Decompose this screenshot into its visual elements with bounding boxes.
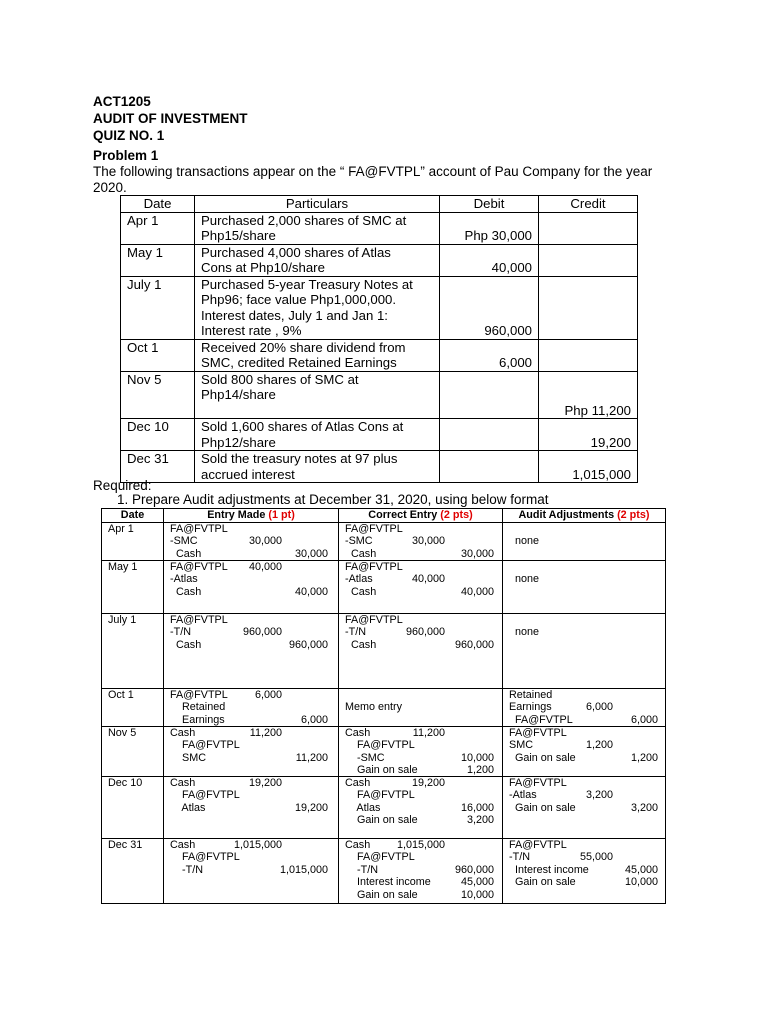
particulars-line: Php12/share (201, 434, 276, 450)
entry-amount: 40,000 (460, 585, 494, 598)
date-cell: May 1 (102, 561, 164, 614)
debit-cell: 40,000 (440, 244, 539, 276)
entry-account: none (509, 626, 540, 639)
entry-amount: 40,000 (411, 573, 445, 586)
entry-account: none (509, 573, 540, 586)
points-label: (2 pts) (440, 509, 473, 521)
date-cell: Apr 1 (102, 523, 164, 561)
entry-account: Gain on sale (509, 876, 576, 889)
date-cell: Apr 1 (121, 212, 195, 244)
date-cell: Dec 10 (121, 419, 195, 451)
correct-cell (339, 839, 503, 904)
column-header-correct (339, 509, 503, 523)
entry-amount: 10,000 (624, 876, 658, 889)
particulars-cell (195, 339, 440, 371)
entry-account: FA@FVTPL (509, 713, 573, 726)
column-header: Date (121, 196, 195, 213)
entry-account: SMC (170, 751, 206, 764)
entry-account: Cash (170, 727, 196, 739)
entry-amount: 40,000 (294, 585, 328, 598)
correct-cell (339, 614, 503, 689)
particulars-line: Received 20% share dividend from (201, 339, 406, 355)
entry-account: FA@FVTPL (170, 523, 228, 535)
entry-amount: 1,015,000 (279, 863, 328, 876)
adjustments-table (101, 508, 666, 904)
column-header-label: Entry Made (207, 509, 269, 521)
particulars-cell (195, 419, 440, 451)
debit-cell (440, 451, 539, 483)
particulars-cell (195, 371, 440, 419)
entry-amount: 45,000 (624, 863, 658, 876)
particulars-cell (195, 276, 440, 339)
particulars-line: Php96; face value Php1,000,000. (201, 292, 397, 307)
correct-cell (339, 689, 503, 727)
entry-account: FA@FVTPL (509, 777, 567, 789)
quiz-number: QUIZ NO. 1 (93, 128, 165, 143)
entry-account: Atlas (345, 801, 381, 814)
entry-account: -T/N (170, 626, 191, 639)
table-row (102, 727, 666, 777)
entry-account: Gain on sale (509, 801, 576, 814)
table-row (121, 339, 638, 371)
entry-account: Interest income (509, 863, 589, 876)
correct-cell (339, 777, 503, 839)
date-cell: Oct 1 (121, 339, 195, 371)
particulars-line: Sold 1,600 shares of Atlas Cons at (201, 419, 404, 434)
entry-amount: 11,200 (412, 727, 445, 739)
table-row (121, 212, 638, 244)
entry-cell (164, 777, 339, 839)
debit-cell: 6,000 (440, 339, 539, 371)
entry-amount: 3,200 (466, 814, 494, 827)
date-cell: Oct 1 (102, 689, 164, 727)
column-header-label: Audit Adjustments (518, 509, 618, 521)
entry-account: Cash (170, 777, 196, 789)
particulars-line: accrued interest (201, 466, 295, 482)
entry-amount: 19,200 (248, 777, 282, 789)
entry-account: -SMC (345, 751, 385, 764)
entry-amount: 30,000 (248, 535, 282, 548)
entry-amount: 30,000 (460, 547, 494, 560)
date-cell: Dec 31 (121, 451, 195, 483)
entry-amount: 1,015,000 (233, 839, 282, 851)
particulars-line: Cons at Php10/share (201, 260, 325, 275)
entry-account: FA@FVTPL (170, 851, 240, 864)
credit-cell: 1,015,000 (539, 451, 638, 483)
entry-amount: 960,000 (288, 638, 328, 651)
debit-cell (440, 419, 539, 451)
entry-account: FA@FVTPL (345, 561, 403, 573)
transactions-table (120, 195, 638, 483)
document-title: AUDIT OF INVESTMENT (93, 111, 248, 126)
points-label: (1 pt) (268, 509, 295, 521)
table-header-row (102, 509, 666, 523)
entry-account: -T/N (345, 863, 378, 876)
audit-cell (503, 777, 666, 839)
entry-amount: 40,000 (248, 561, 282, 573)
entry-account: -Atlas (170, 573, 198, 586)
entry-cell (164, 727, 339, 777)
particulars-cell (195, 212, 440, 244)
date-cell: July 1 (102, 614, 164, 689)
entry-account: Cash (170, 585, 202, 598)
entry-account: -SMC (170, 535, 198, 548)
entry-amount: 55,000 (579, 851, 613, 864)
entry-amount: 30,000 (411, 535, 445, 548)
entry-account: Cash (345, 839, 371, 851)
entry-account: Cash (345, 547, 377, 560)
entry-account: Gain on sale (509, 751, 576, 764)
audit-cell (503, 689, 666, 727)
table-row (102, 777, 666, 839)
column-header: Particulars (195, 196, 440, 213)
particulars-line: Php14/share (201, 387, 276, 402)
entry-account: Cash (345, 727, 371, 739)
entry-account: none (509, 535, 540, 548)
problem-intro: The following transactions appear on the “ FA@FVTPL” account of Pau Company for the year 2020. (93, 164, 653, 195)
entry-account: Gain on sale (345, 888, 418, 901)
entry-account: FA@FVTPL (509, 839, 567, 851)
entry-amount: 10,000 (460, 888, 494, 901)
entry-amount: 960,000 (405, 626, 445, 639)
entry-account: FA@FVTPL (345, 789, 415, 802)
table-row (121, 276, 638, 339)
entry-account: FA@FVTPL (170, 614, 228, 626)
particulars-line: Interest dates, July 1 and Jan 1: (201, 307, 388, 323)
table-row (102, 839, 666, 904)
entry-cell (164, 689, 339, 727)
entry-account: Cash (345, 777, 371, 789)
entry-account: FA@FVTPL (345, 523, 403, 535)
audit-cell (503, 614, 666, 689)
entry-account: -T/N (170, 863, 203, 876)
table-row (102, 561, 666, 614)
entry-account: -T/N (509, 851, 530, 864)
column-header: Credit (539, 196, 638, 213)
entry-amount: 1,200 (585, 739, 613, 752)
particulars-line: Interest rate , 9% (201, 323, 302, 338)
date-cell: May 1 (121, 244, 195, 276)
entry-amount: 960,000 (454, 638, 494, 651)
entry-amount: 6,000 (254, 689, 282, 701)
particulars-line: Sold the treasury notes at 97 plus (201, 451, 398, 466)
problem-label: Problem 1 (93, 148, 159, 163)
entry-account: FA@FVTPL (345, 851, 415, 864)
audit-cell (503, 561, 666, 614)
audit-cell (503, 523, 666, 561)
credit-cell (539, 276, 638, 339)
entry-cell (164, 839, 339, 904)
entry-amount: 6,000 (300, 713, 328, 726)
particulars-line: SMC, credited Retained Earnings (201, 355, 397, 370)
entry-account: FA@FVTPL (170, 561, 228, 573)
table-row (121, 451, 638, 483)
entry-amount: 3,200 (585, 789, 613, 802)
credit-cell (539, 212, 638, 244)
entry-amount: 16,000 (460, 801, 494, 814)
correct-cell (339, 727, 503, 777)
entry-amount: 11,200 (249, 727, 282, 739)
particulars-line (201, 403, 433, 419)
date-cell: July 1 (121, 276, 195, 339)
entry-account: Atlas (170, 801, 206, 814)
date-cell: Dec 10 (102, 777, 164, 839)
column-header: Debit (440, 196, 539, 213)
entry-account: FA@FVTPL (170, 689, 228, 701)
date-cell: Dec 31 (102, 839, 164, 904)
entry-amount: 19,200 (294, 801, 328, 814)
table-row (121, 419, 638, 451)
entry-amount: 1,015,000 (396, 839, 445, 851)
course-code: ACT1205 (93, 94, 151, 109)
credit-cell (539, 244, 638, 276)
column-header-audit (503, 509, 666, 523)
entry-amount: 11,200 (295, 751, 328, 764)
entry-account: FA@FVTPL (170, 789, 240, 802)
entry-account: Memo entry (345, 701, 402, 714)
entry-amount: 3,200 (630, 801, 658, 814)
points-label: (2 pts) (617, 509, 650, 521)
correct-cell (339, 523, 503, 561)
table-header-row (121, 196, 638, 213)
required-label: Required: (93, 478, 152, 493)
entry-account: -SMC (345, 535, 373, 548)
entry-account: Retained (509, 689, 553, 701)
entry-cell (164, 523, 339, 561)
entry-cell (164, 614, 339, 689)
entry-account: Gain on sale (345, 764, 418, 777)
entry-account: Cash (170, 638, 202, 651)
entry-account: -T/N (345, 626, 366, 639)
particulars-line: Purchased 4,000 shares of Atlas (201, 244, 391, 260)
table-row (102, 689, 666, 727)
entry-account: FA@FVTPL (345, 739, 415, 752)
entry-account: Cash (345, 585, 377, 598)
particulars-line: Php15/share (201, 228, 276, 243)
entry-account: Interest income (345, 876, 431, 889)
entry-amount: 960,000 (242, 626, 282, 639)
credit-cell: Php 11,200 (539, 371, 638, 419)
table-row (121, 371, 638, 419)
debit-cell (440, 371, 539, 419)
credit-cell: 19,200 (539, 419, 638, 451)
entry-account: Cash (170, 547, 202, 560)
table-row (102, 614, 666, 689)
entry-account: Retained (170, 701, 226, 714)
particulars-line: Purchased 2,000 shares of SMC at (201, 212, 407, 228)
entry-amount: 1,200 (466, 764, 494, 777)
credit-cell (539, 339, 638, 371)
entry-amount: 10,000 (460, 751, 494, 764)
entry-account: Earnings (170, 713, 225, 726)
entry-amount: 30,000 (294, 547, 328, 560)
entry-account: Cash (345, 638, 377, 651)
column-header-date: Date (102, 509, 164, 523)
table-row (121, 244, 638, 276)
particulars-line: Sold 800 shares of SMC at (201, 371, 359, 387)
entry-amount: 6,000 (630, 713, 658, 726)
entry-amount: 960,000 (454, 863, 494, 876)
entry-cell (164, 561, 339, 614)
column-header-label: Correct Entry (368, 509, 441, 521)
debit-cell: 960,000 (440, 276, 539, 339)
required-item: 1. Prepare Audit adjustments at December 31, 2020, using below format (117, 492, 549, 507)
entry-amount: 19,200 (411, 777, 445, 789)
entry-account: -Atlas (509, 789, 537, 802)
audit-cell (503, 727, 666, 777)
debit-cell: Php 30,000 (440, 212, 539, 244)
entry-amount: 1,200 (630, 751, 658, 764)
entry-amount: 45,000 (460, 876, 494, 889)
correct-cell (339, 561, 503, 614)
entry-account: FA@FVTPL (345, 614, 403, 626)
entry-account: FA@FVTPL (509, 727, 567, 739)
entry-account: Earnings (509, 701, 552, 714)
entry-account: -Atlas (345, 573, 373, 586)
entry-account: Gain on sale (345, 814, 418, 827)
particulars-line: Purchased 5-year Treasury Notes at (201, 276, 413, 292)
date-cell: Nov 5 (102, 727, 164, 777)
entry-account: Cash (170, 839, 196, 851)
column-header-entry (164, 509, 339, 523)
entry-amount: 6,000 (585, 701, 613, 714)
entry-account: FA@FVTPL (170, 739, 240, 752)
particulars-cell (195, 244, 440, 276)
date-cell: Nov 5 (121, 371, 195, 419)
entry-account: SMC (509, 739, 533, 752)
particulars-cell (195, 451, 440, 483)
table-row (102, 523, 666, 561)
audit-cell (503, 839, 666, 904)
